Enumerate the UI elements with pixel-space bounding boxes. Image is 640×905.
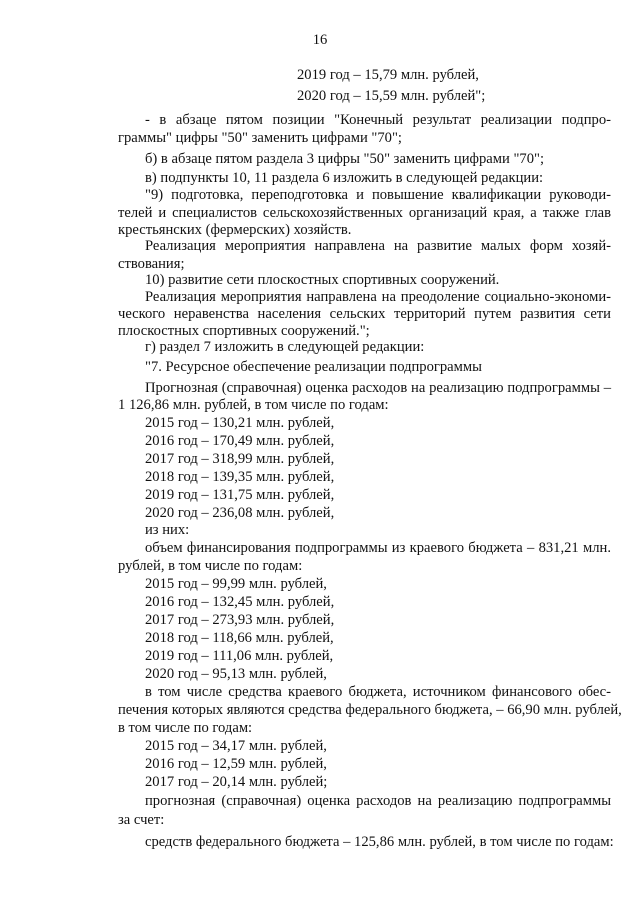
text-line: 2018 год – 139,35 млн. рублей, (145, 469, 335, 485)
text-line: в том числе по годам: (118, 720, 253, 736)
text-line: печения которых являются средства федерального бюджета, – 66,90 млн. рублей, (118, 702, 622, 718)
text-line: Реализация мероприятия направлена на преодоление социально-экономи- (145, 289, 611, 305)
text-line: "7. Ресурсное обеспечение реализации подпрограммы (145, 359, 482, 375)
text-line: в) подпункты 10, 11 раздела 6 изложить в следующей редакции: (145, 170, 544, 186)
text-line: 2020 год – 15,59 млн. рублей"; (297, 88, 486, 104)
text-line: 2016 год – 132,45 млн. рублей, (145, 594, 335, 610)
text-line: 2015 год – 34,17 млн. рублей, (145, 738, 327, 754)
text-line: 10) развитие сети плоскостных спортивных сооружений. (145, 272, 500, 288)
text-line: крестьянских (фермерских) хозяйств. (118, 222, 352, 238)
text-line: средств федерального бюджета – 125,86 млн. рублей, в том числе по годам: (145, 834, 614, 850)
text-line: 2017 год – 318,99 млн. рублей, (145, 451, 335, 467)
text-line: объем финансирования подпрограммы из краевого бюджета – 831,21 млн. (145, 540, 611, 556)
text-line: прогнозная (справочная) оценка расходов на реализацию подпрограммы (145, 793, 611, 809)
text-line: 2018 год – 118,66 млн. рублей, (145, 630, 334, 646)
text-line: телей и специалистов сельскохозяйственных организаций края, а также глав (118, 205, 611, 221)
text-line: 2019 год – 15,79 млн. рублей, (297, 67, 479, 83)
text-line: 2015 год – 130,21 млн. рублей, (145, 415, 335, 431)
text-line: Реализация мероприятия направлена на развитие малых форм хозяй- (145, 238, 611, 254)
text-line: рублей, в том числе по годам: (118, 558, 303, 574)
text-line: из них: (145, 522, 190, 538)
text-line: 2015 год – 99,99 млн. рублей, (145, 576, 327, 592)
text-line: в том числе средства краевого бюджета, источником финансового обес- (145, 684, 611, 700)
text-line: 2019 год – 111,06 млн. рублей, (145, 648, 334, 664)
text-line: "9) подготовка, переподготовка и повышение квалификации руководи- (145, 187, 611, 203)
text-line: Прогнозная (справочная) оценка расходов на реализацию подпрограммы – (145, 380, 611, 396)
text-line: за счет: (118, 812, 165, 828)
text-line: г) раздел 7 изложить в следующей редакции: (145, 339, 425, 355)
text-line: 2016 год – 12,59 млн. рублей, (145, 756, 327, 772)
text-line: 2017 год – 273,93 млн. рублей, (145, 612, 335, 628)
text-line: 2020 год – 95,13 млн. рублей, (145, 666, 327, 682)
page-number: 16 (312, 32, 328, 48)
text-line: плоскостных спортивных сооружений."; (118, 323, 370, 339)
text-line: 2020 год – 236,08 млн. рублей, (145, 505, 335, 521)
text-line: ческого неравенства населения сельских территорий путем развития сети (118, 306, 611, 322)
text-line: б) в абзаце пятом раздела 3 цифры "50" заменить цифрами "70"; (145, 151, 545, 167)
text-line: ствования; (118, 256, 185, 272)
text-line: - в абзаце пятом позиции "Конечный результат реализации подпро- (145, 112, 611, 128)
text-line: 1 126,86 млн. рублей, в том числе по годам: (118, 397, 389, 413)
text-line: 2016 год – 170,49 млн. рублей, (145, 433, 335, 449)
text-line: граммы" цифры "50" заменить цифрами "70"; (118, 130, 402, 146)
text-line: 2017 год – 20,14 млн. рублей; (145, 774, 328, 790)
text-line: 2019 год – 131,75 млн. рублей, (145, 487, 335, 503)
